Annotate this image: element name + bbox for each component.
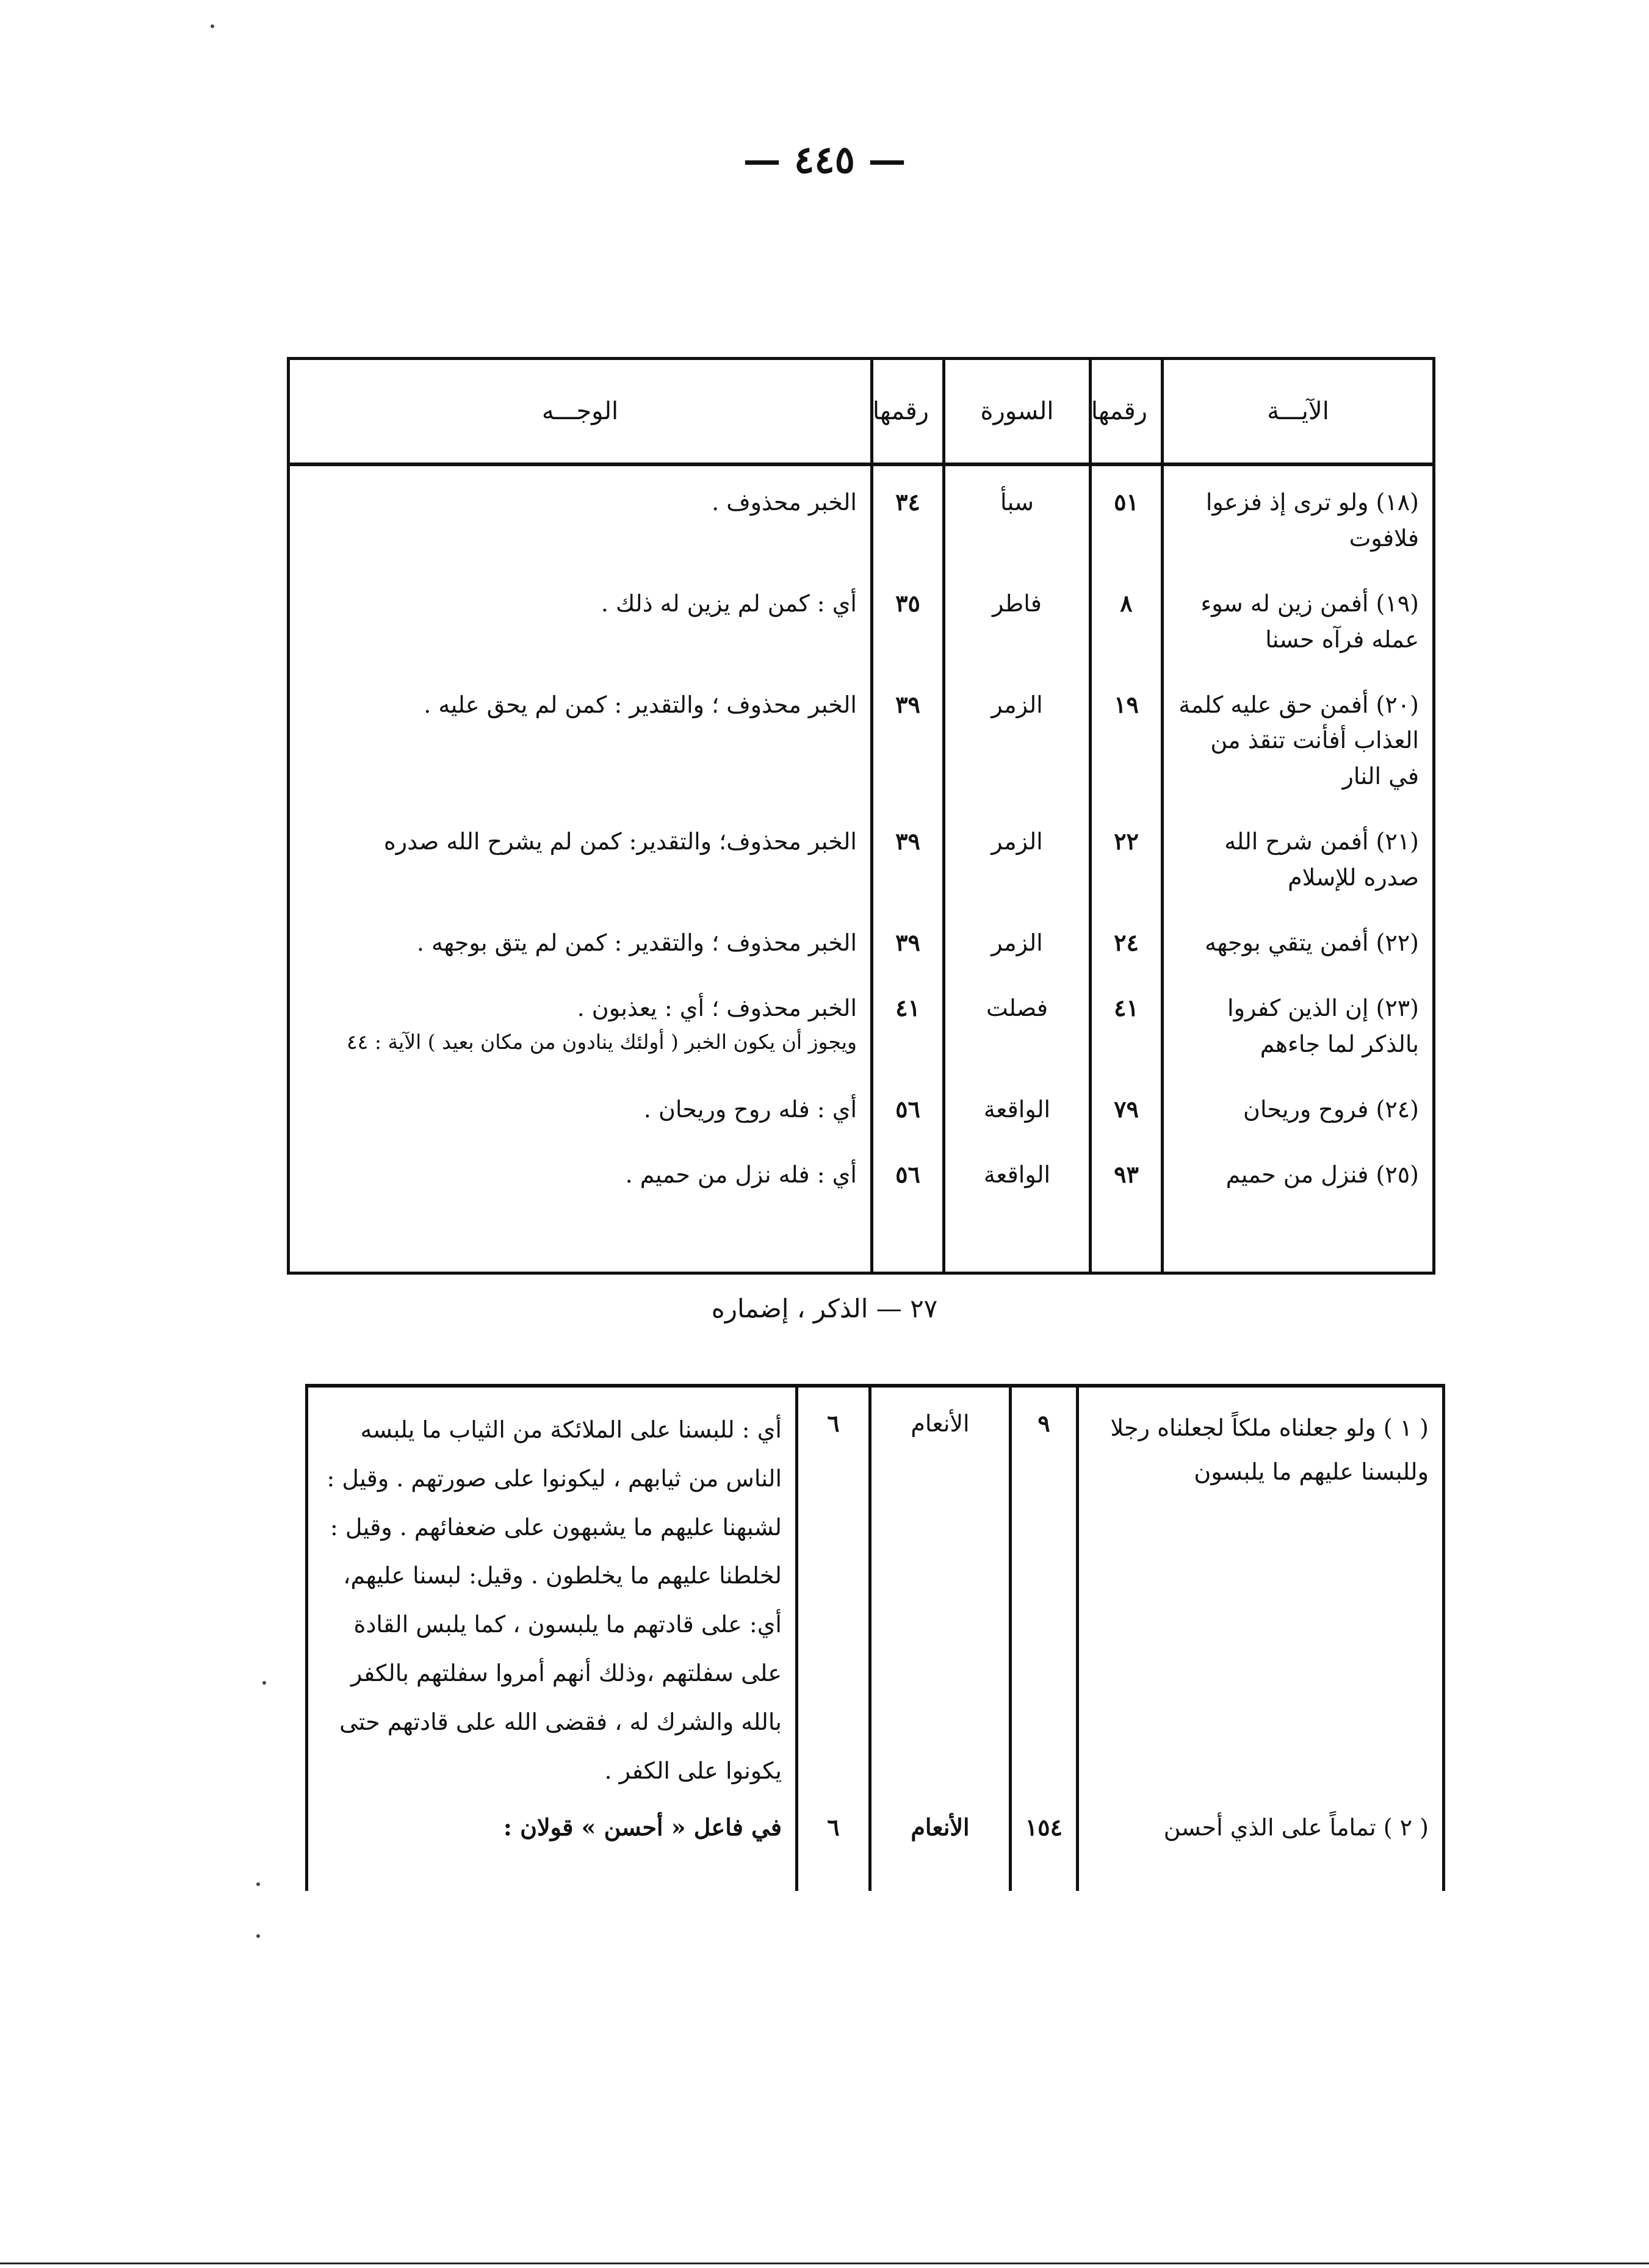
header-aya: الآيـــة <box>1163 359 1434 465</box>
sura-cell: فصلت <box>944 972 1091 1073</box>
grammar-table-1 <box>287 357 1435 1275</box>
aya-cell: (٢٤) فروح وريحان <box>1163 1073 1434 1139</box>
sura-number-cell: ٦ <box>797 1804 870 1854</box>
sura-number-cell: ٥٦ <box>872 1139 944 1273</box>
wajh-cell: الخبر محذوف . <box>289 464 872 567</box>
table-row <box>289 1139 1434 1273</box>
aya-number-cell: ٧٩ <box>1091 1073 1163 1139</box>
table-row <box>307 1804 1444 1854</box>
scan-border-line <box>0 2263 1649 2264</box>
aya-cell: (١٨) ولو ترى إذ فزعوا فلافوت <box>1163 464 1434 567</box>
empty-cell <box>1078 1854 1444 1891</box>
table-row <box>289 669 1434 806</box>
wajh-cell: في فاعل « أحسن » قولان : <box>307 1804 797 1854</box>
wajh-cell: الخبر محذوف ؛ والتقدير : كمن لم يتق بوجهه . <box>289 907 872 972</box>
wajh-cell: أي : كمن لم يزين له ذلك . <box>289 567 872 669</box>
aya-number-cell: ٩ <box>1011 1386 1078 1804</box>
aya-cell: (٢٠) أفمن حق عليه كلمة العذاب أفأنت تنقذ من في النار <box>1163 669 1434 806</box>
empty-cell <box>307 1854 797 1891</box>
sura-number-cell: ٣٤ <box>872 464 944 567</box>
sura-cell: الزمر <box>944 907 1091 972</box>
scan-speck <box>211 24 214 28</box>
table-row-continuation <box>307 1854 1444 1891</box>
wajh-cell <box>289 972 872 1073</box>
sura-number-cell: ٥٦ <box>872 1073 944 1139</box>
aya-cell: ( ١ ) ولو جعلناه ملكاً لجعلناه رجلا وللبسنا عليهم ما يلبسون <box>1078 1386 1444 1804</box>
sura-number-cell: ٣٩ <box>872 805 944 907</box>
aya-cell: (٢١) أفمن شرح الله صدره للإسلام <box>1163 805 1434 907</box>
header-sura-number: رقمها <box>872 359 944 465</box>
aya-cell: (٢٥) فنزل من حميم <box>1163 1139 1434 1273</box>
table-row <box>289 567 1434 669</box>
sura-number-cell: ٣٩ <box>872 907 944 972</box>
aya-number-cell: ٨ <box>1091 567 1163 669</box>
scan-speck <box>256 1882 260 1886</box>
sura-cell: فاطر <box>944 567 1091 669</box>
wajh-cell: الخبر محذوف؛ والتقدير: كمن لم يشرح الله صدره <box>289 805 872 907</box>
sura-cell: الأنعام <box>870 1386 1011 1804</box>
sura-number-cell: ٣٥ <box>872 567 944 669</box>
header-sura: السورة <box>944 359 1091 465</box>
sura-number-cell: ٤١ <box>872 972 944 1073</box>
aya-number-cell: ٢٤ <box>1091 907 1163 972</box>
aya-number-cell: ٩٣ <box>1091 1139 1163 1273</box>
table-row <box>307 1386 1444 1804</box>
sura-cell: سبأ <box>944 464 1091 567</box>
aya-cell: ( ٢ ) تماماً على الذي أحسن <box>1078 1804 1444 1854</box>
aya-number-cell: ٥١ <box>1091 464 1163 567</box>
section-title: ٢٧ — الذكر ، إضماره <box>711 1294 938 1323</box>
wajh-note: ويجوز أن يكون الخبر ( أولئك ينادون من مكان بعيد ) الآية : ٤٤ <box>346 1029 857 1054</box>
sura-cell: الواقعة <box>944 1073 1091 1139</box>
empty-cell <box>870 1854 1011 1891</box>
aya-cell: (٢٢) أفمن يتقي بوجهه <box>1163 907 1434 972</box>
page-number: — ٤٤٥ — <box>743 137 906 182</box>
sura-cell: الزمر <box>944 805 1091 907</box>
aya-cell: (٢٣) إن الذين كفروا بالذكر لما جاءهم <box>1163 972 1434 1073</box>
aya-number-cell: ١٩ <box>1091 669 1163 806</box>
aya-number-cell: ٢٢ <box>1091 805 1163 907</box>
table-row <box>289 1073 1434 1139</box>
wajh-cell: أي : فله نزل من حميم . <box>289 1139 872 1273</box>
table-row <box>289 805 1434 907</box>
sura-cell: الأنعام <box>870 1804 1011 1854</box>
table-row <box>289 972 1434 1073</box>
table-row <box>289 907 1434 972</box>
aya-number-cell: ١٥٤ <box>1011 1804 1078 1854</box>
sura-number-cell: ٦ <box>797 1386 870 1804</box>
table-header-row <box>289 359 1434 465</box>
header-wajh: الوجـــه <box>289 359 872 465</box>
wajh-cell: أي : فله روح وريحان . <box>289 1073 872 1139</box>
wajh-main: الخبر محذوف ؛ أي : يعذبون . <box>577 994 857 1021</box>
empty-cell <box>797 1854 870 1891</box>
scan-speck <box>256 1934 260 1938</box>
sura-cell: الواقعة <box>944 1139 1091 1273</box>
table-row <box>289 464 1434 567</box>
scan-speck <box>262 1681 266 1685</box>
aya-cell: (١٩) أفمن زين له سوء عمله فرآه حسنا <box>1163 567 1434 669</box>
wajh-cell: أي : للبسنا على الملائكة من الثياب ما يلبسه الناس من ثيابهم ، ليكونوا على صورتهم . وقيل : لشبهنا عليهم ما يشبهون على ضعفائهم . وقيل : لخلطنا عليهم ما يخلطون . وقيل: لبسنا عليهم، أي: على قادتهم ما يلبسون ، كما يلبس القادة على سفلتهم ،وذلك أنهم أمروا سفلتهم بالكفر بالله والشرك له ، فقضى الله على قادتهم حتى يكونوا على الكفر . <box>307 1386 797 1804</box>
aya-number-cell: ٤١ <box>1091 972 1163 1073</box>
wajh-cell: الخبر محذوف ؛ والتقدير : كمن لم يحق عليه . <box>289 669 872 806</box>
sura-cell: الزمر <box>944 669 1091 806</box>
sura-number-cell: ٣٩ <box>872 669 944 806</box>
empty-cell <box>1011 1854 1078 1891</box>
header-aya-number: رقمها <box>1091 359 1163 465</box>
grammar-table-2 <box>305 1384 1445 1891</box>
